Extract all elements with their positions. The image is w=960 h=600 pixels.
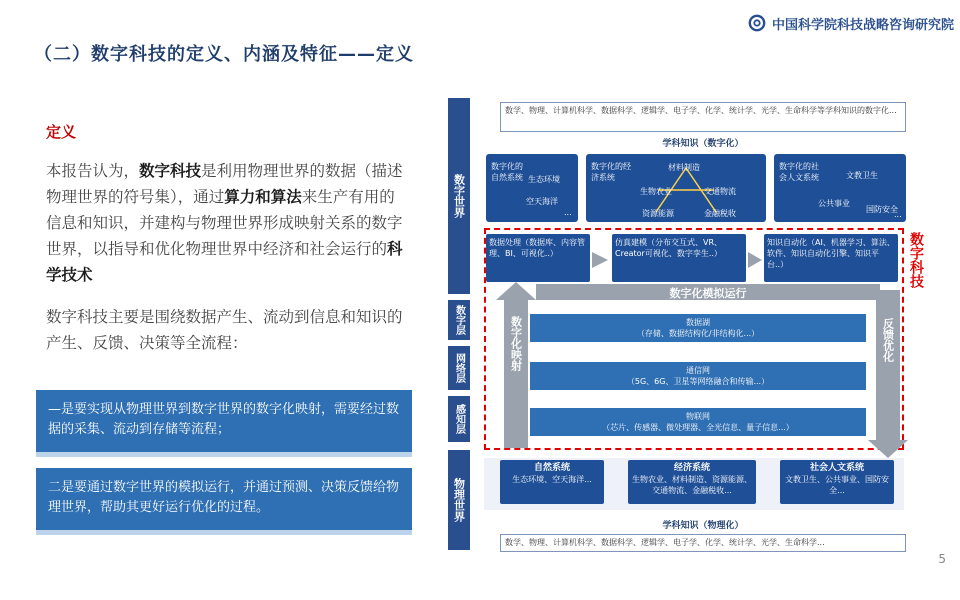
dig-econ-item-1: 生物农业	[640, 187, 672, 196]
layer-iot	[530, 408, 866, 436]
left-arrow-label-text: 数字化映射	[509, 316, 523, 371]
point-box-1: —是要实现从物理世界到数字世界的数字化映射，需要经过数据的采集、流动到存储等流程；	[36, 390, 412, 452]
phys-econ-box	[628, 460, 756, 504]
dig-nature-item-2: ...	[564, 208, 572, 217]
side-physical-world	[448, 450, 470, 550]
digital-tech-diagram	[444, 96, 930, 556]
proc-knowledge-automation: 知识自动化（AI、机器学习、算法、软件、知识自动化引擎、知识平台..）	[764, 234, 898, 282]
layer-data-lake	[530, 314, 866, 342]
right-arrow-label	[876, 318, 900, 366]
dig-social-item-2: 国防安全	[866, 205, 898, 214]
dig-social-item-1: 公共事业	[818, 199, 850, 208]
phys-nature-items: 生态环境、空天海洋...	[512, 475, 592, 484]
phys-social-box	[780, 460, 894, 504]
process-paragraph: 数字科技主要是围绕数据产生、流动到信息和知识的产生、反馈、决策等全流程：	[46, 308, 403, 352]
layer-comm-net-title: 通信网	[686, 366, 710, 375]
layer-iot-sub: （芯片、传感器、微处理器、全光信息、量子信息...）	[602, 423, 794, 432]
side-digital-world-label: 数字世界	[452, 174, 466, 218]
dig-econ-item-4: 金融税收	[704, 209, 736, 218]
phys-econ-title: 经济系统	[673, 463, 710, 473]
proc-data-processing: 数据处理（数据库、内容管理、BI、可视化..）	[486, 234, 590, 282]
phys-econ-items: 生物农业、材料制造、资源能源、交通物流、金融税收...	[632, 475, 752, 495]
dig-econ-item-3: 资源能源	[642, 209, 674, 218]
phys-social-items: 文教卫生、公共事业、国防安全...	[785, 475, 889, 495]
arrow-right-icon	[748, 252, 762, 268]
phys-nature-title: 自然系统	[533, 463, 570, 473]
top-subjects-box: 数学、物理、计算机科学、数据科学、逻辑学、电子学、化学、统计学、光学、生命科学等学科知识的数字化...	[500, 102, 906, 132]
side-physical-world-label: 物理世界	[452, 478, 466, 522]
dig-social-box	[774, 154, 906, 222]
p1-keyword-science: 科学技术	[46, 240, 403, 284]
cas-emblem-icon	[748, 8, 766, 38]
layer-data-lake-sub: （存储、数据结构化/非结构化...）	[636, 329, 760, 338]
p1-text-c: 是利用物理世界的数据（描述物理世界的符号集），通过	[46, 162, 403, 206]
phys-social-title: 社会人文系统	[809, 463, 864, 473]
arrow-down-icon	[868, 440, 908, 458]
page-title: （二）数字科技的定义、内涵及特征——定义	[34, 44, 414, 65]
p1-text-a: 本报告认为，	[46, 162, 140, 180]
arrow-right-icon	[592, 252, 608, 268]
org-name: 中国科学院科技战略咨询研究院	[771, 17, 954, 33]
layer-comm-net	[530, 362, 866, 390]
dig-social-title: 数字化的社会人文系统	[779, 162, 819, 182]
definition-heading: 定义	[46, 123, 77, 141]
side-digital-world	[448, 98, 470, 294]
box-1-strip	[36, 452, 412, 457]
dig-social-item-0: 文教卫生	[846, 171, 878, 180]
digital-tech-label-text: 数字科技	[908, 232, 924, 288]
proc-simulation: 仿真建模（分布交互式、VR、Creator可视化、数字孪生..）	[612, 234, 746, 282]
simulation-label: 数字化模拟运行	[669, 287, 747, 300]
right-arrow-label-text: 反馈优化	[881, 318, 895, 362]
arrow-up-icon	[496, 282, 536, 300]
definition-paragraph	[46, 158, 408, 288]
p1-text-e: 来生产有用的信息和知识，并建构与物理世界形成映射关系的数字世界，以指导和优化物理世界中经济和社会运行的	[46, 188, 403, 258]
p1-keyword-compute: 算力和算法	[224, 188, 302, 206]
side-data-layer-label: 数字层	[453, 305, 465, 335]
dig-nature-item-0: 生态环境	[528, 175, 560, 184]
side-sensing-layer	[448, 396, 470, 442]
side-network-layer-label: 网络层	[453, 353, 465, 383]
layer-data-lake-title: 数据湖	[686, 318, 710, 327]
bottom-subjects-label: 学科知识（物理化）	[662, 521, 744, 531]
phys-nature-box	[500, 460, 604, 504]
dig-econ-item-0: 材料制造	[668, 163, 700, 172]
left-arrow-label	[504, 316, 528, 375]
top-subjects-label: 学科知识（数字化）	[662, 139, 744, 149]
side-network-layer	[448, 346, 470, 390]
dig-econ-box	[586, 154, 766, 222]
point-box-2: 二是要通过数字世界的模拟运行，并通过预测、决策反馈给物理世界，帮助其更好运行优化的过程。	[36, 468, 412, 530]
side-sensing-layer-label: 感知层	[453, 404, 465, 434]
layer-iot-title: 物联网	[686, 412, 710, 421]
dig-social-item-3: ...	[894, 210, 902, 219]
side-data-layer	[448, 300, 470, 340]
org-logo	[748, 6, 954, 40]
p1-keyword-digital-tech: 数字科技	[139, 162, 202, 180]
dig-nature-title: 数字化的自然系统	[491, 162, 523, 182]
page-number: 5	[938, 552, 946, 566]
dig-econ-item-2: 交通物流	[704, 187, 736, 196]
digital-tech-label	[906, 232, 926, 294]
dig-econ-title: 数字化的经济系统	[591, 162, 631, 182]
dig-nature-box	[486, 154, 578, 222]
layer-comm-net-sub: （5G、6G、卫星等网络融合和传输...）	[626, 377, 770, 386]
dig-nature-item-1: 空天海洋	[526, 197, 558, 206]
bottom-subjects-box: 数学、物理、计算机科学、数据科学、逻辑学、电子学、化学、统计学、光学、生命科学...	[500, 534, 906, 552]
box-2-strip	[36, 530, 412, 535]
